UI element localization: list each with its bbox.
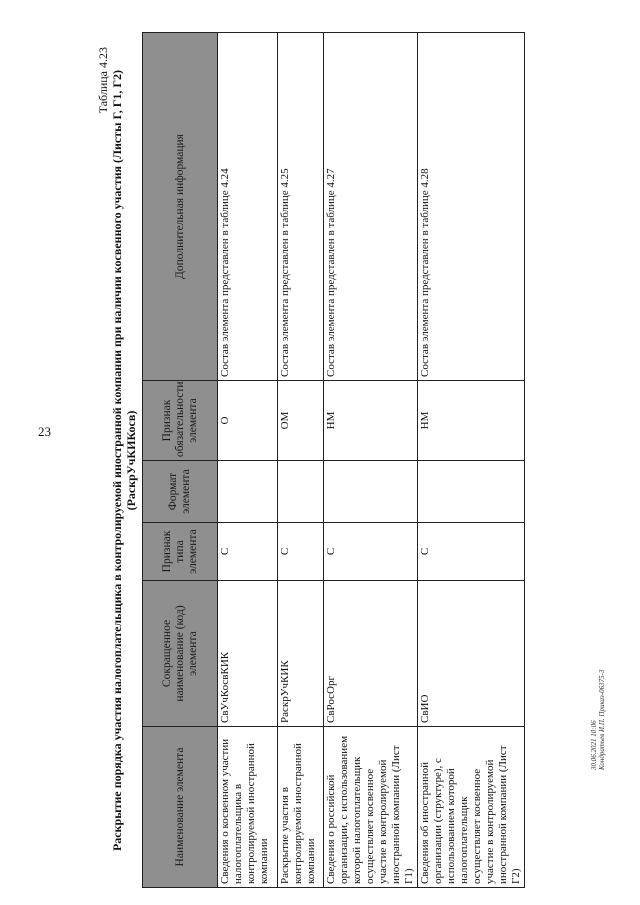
cell-info: Состав элемента представлен в таблице 4.24 — [218, 33, 278, 381]
header-name: Наименование элемента — [143, 727, 218, 888]
cell-name: Раскрытие участия в контролируемой иностранной компании — [278, 727, 324, 888]
cell-format — [324, 461, 418, 523]
elements-table — [142, 32, 525, 888]
table-header-row — [143, 33, 218, 888]
table-row — [278, 33, 324, 888]
cell-format — [278, 461, 324, 523]
rotated-content — [90, 33, 615, 888]
table-row — [418, 33, 525, 888]
header-type: Признак типа элемента — [143, 523, 218, 581]
cell-type: С — [218, 523, 278, 581]
cell-format — [218, 461, 278, 523]
cell-required: ОМ — [278, 381, 324, 461]
table-row — [218, 33, 278, 888]
cell-type: С — [324, 523, 418, 581]
document-stamp — [590, 640, 606, 770]
table-number: Таблица 4.23 — [96, 47, 110, 114]
cell-required: НМ — [418, 381, 525, 461]
table-title: Раскрытие порядка участия налогоплательщика в контролируемой иностранной компании при наличии косвенного участия (Листы Г, Г1, Г2) (РаскрУчКИКосв) — [110, 69, 138, 852]
cell-type: С — [418, 523, 525, 581]
header-info: Дополнительная информация — [143, 33, 218, 381]
cell-name: Сведения о косвенном участии налогоплательщика в контролируемой иностранной компании — [218, 727, 278, 888]
cell-code: СвУчКосвКИК — [218, 581, 278, 727]
header-required: Признак обязательности элемента — [143, 381, 218, 461]
cell-code: РаскрУчКИК — [278, 581, 324, 727]
stamp-date: 30.06.2021 10:06 — [590, 720, 598, 770]
cell-info: Состав элемента представлен в таблице 4.27 — [324, 33, 418, 381]
stamp-signer: Кондратьев И.П. Приказ-06375-3 — [598, 669, 606, 770]
cell-format — [418, 461, 525, 523]
cell-code: СвРосОрг — [324, 581, 418, 727]
cell-name: Сведения об иностранной организации (структуре), с использованием которой налогоплательщик осуществляет косвенное участие в контролируемой иностранной компании (Лист Г2) — [418, 727, 525, 888]
header-code: Сокращенное наименование (код) элемента — [143, 581, 218, 727]
table-row — [324, 33, 418, 888]
cell-required: НМ — [324, 381, 418, 461]
cell-code: СвИО — [418, 581, 525, 727]
cell-info: Состав элемента представлен в таблице 4.25 — [278, 33, 324, 381]
cell-name: Сведения о российской организации, с использованием которой налогоплательщик осуществляет косвенное участие в контролируемой иностранной компании (Лист Г1) — [324, 727, 418, 888]
cell-info: Состав элемента представлен в таблице 4.28 — [418, 33, 525, 381]
cell-type: С — [278, 523, 324, 581]
page-number: 23 — [38, 424, 51, 439]
header-format: Формат элемента — [143, 461, 218, 523]
cell-required: О — [218, 381, 278, 461]
